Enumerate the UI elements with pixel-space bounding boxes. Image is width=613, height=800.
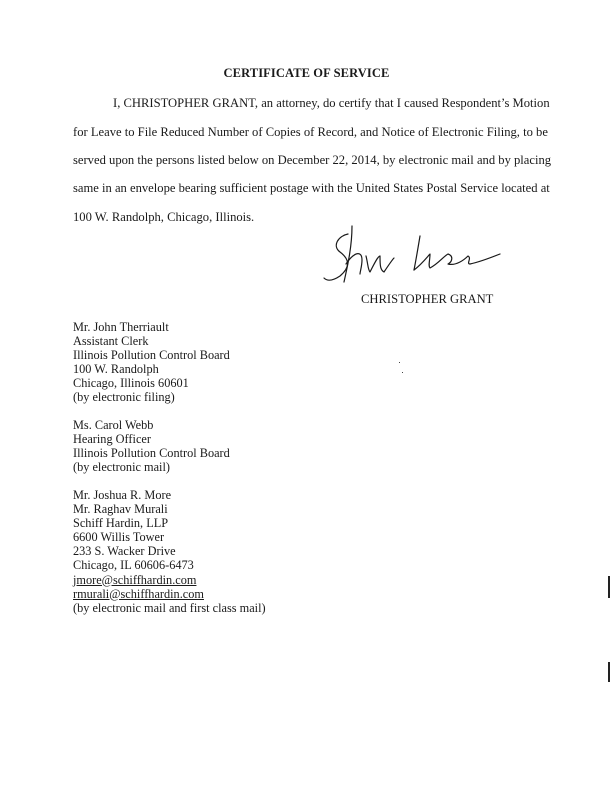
body-line-3: served upon the persons listed below on December 22, 2014, by electronic mail and by placing [73,153,552,167]
recipient-1-line: Illinois Pollution Control Board [73,348,230,363]
recipient-1-line: Chicago, Illinois 60601 [73,376,189,391]
service-recipient-2 [73,418,230,474]
recipient-3-line: Chicago, IL 60606-6473 [73,558,194,573]
scan-edge-mark [608,662,610,682]
document-title: CERTIFICATE OF SERVICE [223,66,390,80]
service-recipient-1 [73,320,230,405]
body-line-4: same in an envelope bearing sufficient postage with the United States Postal Service located at [73,181,550,195]
recipient-3-line: Mr. Raghav Murali [73,502,168,517]
scan-speck [399,362,400,363]
body-line-2: for Leave to File Reduced Number of Copies of Record, and Notice of Electronic Filing, to be [73,125,548,139]
recipient-2-line: (by electronic mail) [73,460,170,475]
recipient-3-line: 6600 Willis Tower [73,530,165,545]
recipient-3-line: Schiff Hardin, LLP [73,516,169,531]
handwritten-signature [318,216,508,296]
recipient-2-line: Illinois Pollution Control Board [73,446,230,461]
recipient-1-line: Assistant Clerk [73,334,149,349]
recipient-3-line: 233 S. Wacker Drive [73,544,176,559]
recipient-2-line: Hearing Officer [73,432,151,447]
recipient-1-line: (by electronic filing) [73,390,175,405]
recipient-1-line: Mr. John Therriault [73,320,169,334]
scan-speck [402,372,403,373]
scan-edge-mark [608,576,610,598]
body-line-1: I, CHRISTOPHER GRANT, an attorney, do certify that I caused Respondent’s Motion [113,96,550,110]
email-link[interactable]: jmore@schiffhardin.com [73,572,197,587]
body-line-5: 100 W. Randolph, Chicago, Illinois. [73,210,255,224]
email-link[interactable]: rmurali@schiffhardin.com [73,586,204,601]
signer-name: CHRISTOPHER GRANT [361,292,494,306]
recipient-2-line: Ms. Carol Webb [73,418,154,432]
recipient-3-line: Mr. Joshua R. More [73,488,172,502]
service-recipient-3 [73,488,266,615]
service-method: (by electronic mail and first class mail) [73,600,266,615]
recipient-1-line: 100 W. Randolph [73,362,159,377]
